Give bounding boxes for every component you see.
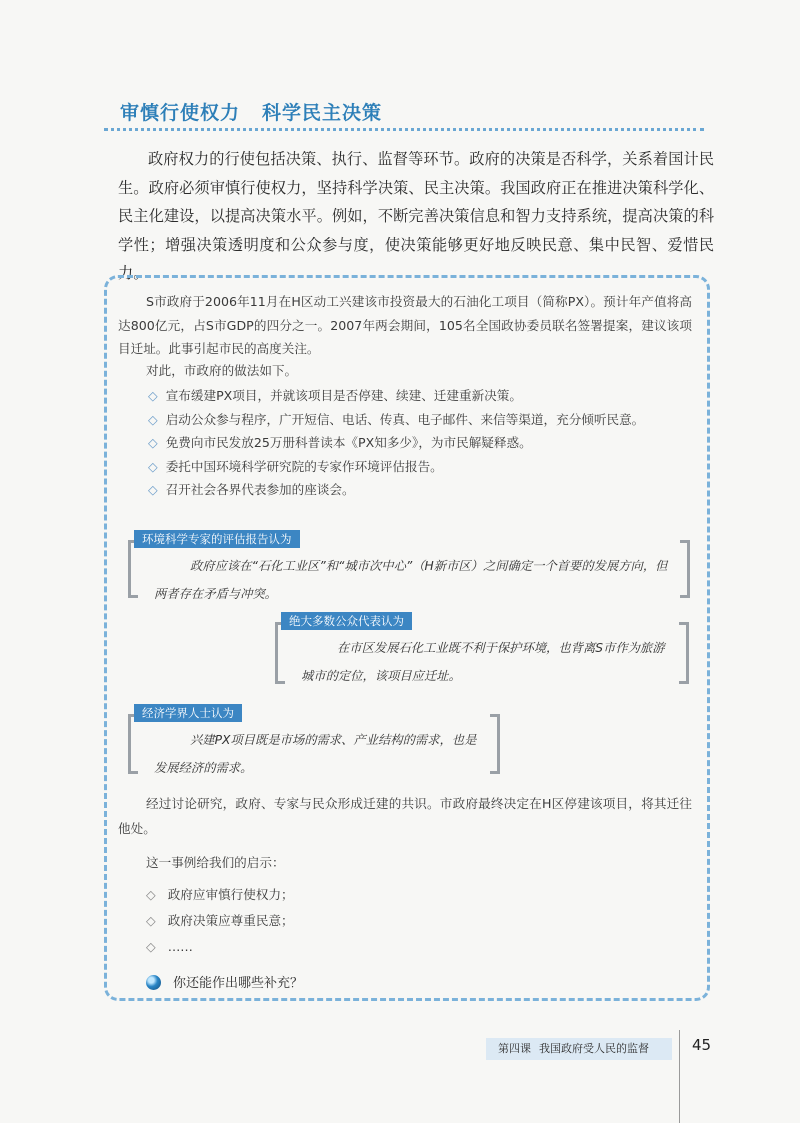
opinion-label: 绝大多数公众代表认为 <box>281 612 412 630</box>
measures-list <box>148 384 644 502</box>
opinion-public <box>275 612 689 684</box>
page-number: 45 <box>692 1036 712 1054</box>
bracket-left <box>275 622 285 684</box>
bracket-left <box>128 540 138 598</box>
lesson-number: 第四课 <box>498 1042 531 1055</box>
opinion-experts <box>128 530 690 601</box>
measures-intro-text: 对此，市政府的做法如下。 <box>146 363 298 378</box>
intro-paragraph <box>118 145 714 288</box>
opinion-text: 在市区发展石化工业既不利于保护环境，也背离S市作为旅游城市的定位，该项目应迁址。 <box>301 641 665 683</box>
measures-intro <box>118 359 692 383</box>
footer-lesson-bar <box>486 1038 672 1060</box>
discussion-question <box>146 972 303 991</box>
lesson-title: 我国政府受人民的监督 <box>539 1042 649 1055</box>
bracket-right <box>680 540 690 598</box>
case-paragraph: S市政府于2006年11月在H区动工兴建该市投资最大的石油化工项目（简称PX）。预计年产值将高达800亿元，占S市GDP的四分之一。2007年两会期间，105名全国政协委员联名签署提案，建议该项目迁址。此事引起市民的高度关注。 <box>118 294 692 356</box>
insight-item: ◇ …… <box>146 934 294 960</box>
measure-item: ◇ 委托中国环境科学研究院的专家作环境评估报告。 <box>148 455 644 479</box>
footer-divider <box>679 1030 680 1123</box>
opinion-economists <box>128 704 500 774</box>
heading-divider <box>104 128 704 131</box>
insight-item: ◇ 政府应审慎行使权力； <box>146 882 294 908</box>
result-paragraph: 经过讨论研究，政府、专家与民众形成迁建的共识。市政府最终决定在H区停建该项目，将其迁往他处。 <box>118 796 692 836</box>
insight-intro: 这一事例给我们的启示： <box>146 855 285 870</box>
bracket-right <box>490 714 500 774</box>
insight-list <box>146 882 294 960</box>
measure-item: ◇ 免费向市民发放25万册科普读本《PX知多少》，为市民解疑释惑。 <box>148 431 644 455</box>
question-text: 你还能作出哪些补充？ <box>173 976 304 991</box>
opinion-text: 政府应该在“石化工业区”和“城市次中心”（H新市区）之间确定一个首要的发展方向，但两者存在矛盾与冲突。 <box>154 559 668 601</box>
section-heading-part1: 审慎行使权力 <box>120 102 241 124</box>
opinion-label: 环境科学专家的评估报告认为 <box>134 530 300 548</box>
measure-item: ◇ 召开社会各界代表参加的座谈会。 <box>148 478 644 502</box>
intro-text: 政府权力的行使包括决策、执行、监督等环节。政府的决策是否科学，关系着国计民生。政府必须审慎行使权力，坚持科学决策、民主决策。我国政府正在推进决策科学化、民主化建设，以提高决策水平。例如，不断完善决策信息和智力支持系统，提高决策的科学性；增强决策透明度和公众参与度，使决策能够更好地反映民意、集中民智、爱惜民力。 <box>118 150 714 282</box>
bracket-right <box>679 622 689 684</box>
opinion-label: 经济学界人士认为 <box>134 704 242 722</box>
measure-item: ◇ 启动公众参与程序，广开短信、电话、传真、电子邮件、来信等渠道，充分倾听民意。 <box>148 408 644 432</box>
section-heading-part2: 科学民主决策 <box>262 102 383 124</box>
section-heading <box>120 98 382 125</box>
measure-item: ◇ 宣布缓建PX项目，并就该项目是否停建、续建、迁建重新决策。 <box>148 384 644 408</box>
bracket-left <box>128 714 138 774</box>
opinion-text: 兴建PX项目既是市场的需求、产业结构的需求，也是发展经济的需求。 <box>154 733 477 775</box>
globe-icon <box>146 975 161 990</box>
insight-item: ◇ 政府决策应尊重民意； <box>146 908 294 934</box>
